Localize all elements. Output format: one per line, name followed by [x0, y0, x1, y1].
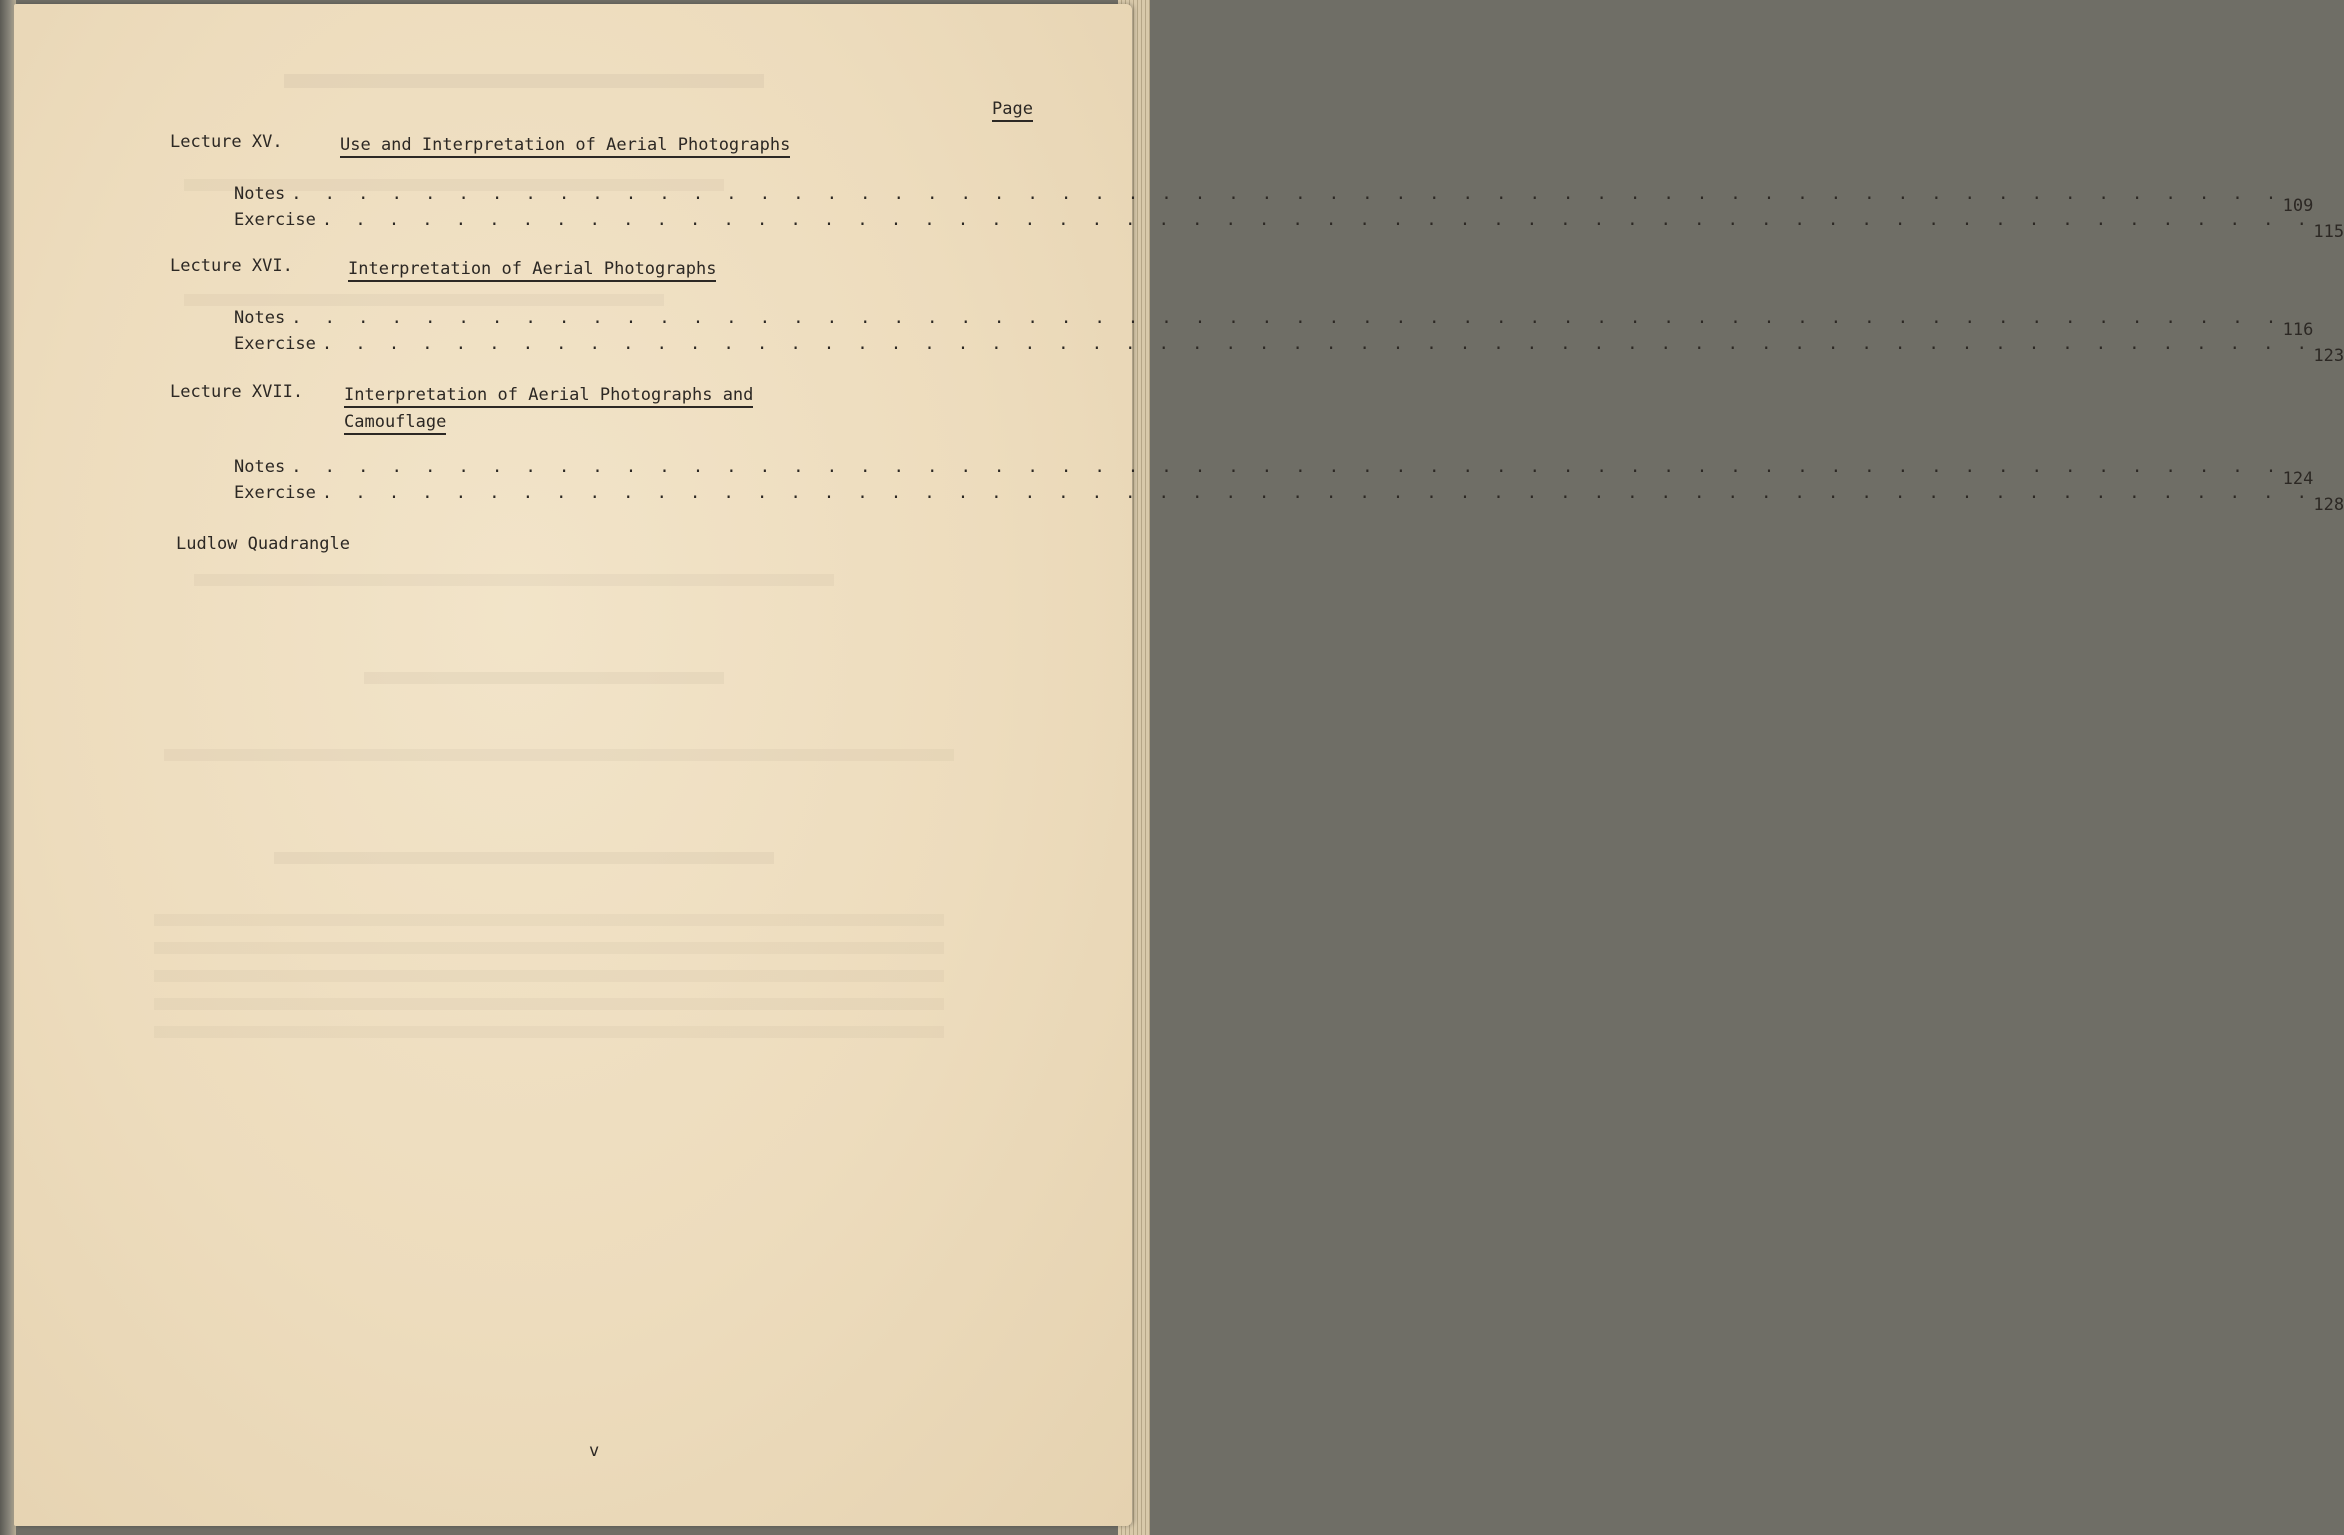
lecture-heading	[170, 256, 1050, 283]
entry-label: Exercise	[234, 210, 316, 230]
toc-entry	[234, 207, 2344, 242]
bleed-through-texture	[274, 852, 774, 864]
entry-page-number: 116	[2282, 320, 2314, 340]
lecture-block	[170, 256, 2344, 366]
entry-label: Exercise	[234, 483, 316, 503]
lecture-number: Lecture XV.	[170, 132, 283, 152]
dot-leader: . . . . . . . . . . . . . . . . . . . . . . . . . . . . . . . . . . . . . . . . . . . . . . . . . . . . . . . . . . . .	[321, 210, 2314, 230]
lecture-block	[170, 382, 2344, 515]
dot-leader: . . . . . . . . . . . . . . . . . . . . . . . . . . . . . . . . . . . . . . . . . . . . . . . . . . . . . . . . . . . .	[321, 483, 2314, 503]
entry-label: Notes	[234, 184, 286, 204]
lecture-title-text: Use and Interpretation of Aerial Photographs	[340, 135, 790, 158]
toc-entry	[234, 480, 2344, 515]
lecture-number: Lecture XVI.	[170, 256, 293, 276]
lecture-title-line: Interpretation of Aerial Photographs and	[344, 385, 753, 408]
dot-leader: . . . . . . . . . . . . . . . . . . . . . . . . . . . . . . . . . . . . . . . . . . . . . . . . . . . . . . . . . . . .	[321, 334, 2314, 354]
toc-entry	[234, 305, 2314, 340]
bleed-through-texture	[284, 74, 764, 88]
lecture-number: Lecture XVII.	[170, 382, 304, 402]
entry-label: Exercise	[234, 334, 316, 354]
lecture-block	[170, 132, 2344, 242]
toc-entry	[234, 454, 2314, 489]
lecture-heading	[170, 132, 1050, 159]
appendix-entry: Ludlow Quadrangle	[176, 534, 350, 554]
page-column-heading: Page	[992, 99, 1033, 122]
entry-label: Notes	[234, 308, 286, 328]
bleed-through-texture	[154, 914, 944, 1054]
bleed-through-texture	[364, 672, 724, 684]
lecture-title	[340, 132, 790, 159]
page-number: v	[589, 1441, 600, 1461]
dot-leader: . . . . . . . . . . . . . . . . . . . . . . . . . . . . . . . . . . . . . . . . . . . . . . . . . . . . . . . . . . . .	[291, 184, 2283, 204]
lecture-title-line: Camouflage	[344, 412, 446, 435]
entry-page-number: 109	[2282, 196, 2314, 216]
lecture-title	[344, 382, 753, 436]
dot-leader: . . . . . . . . . . . . . . . . . . . . . . . . . . . . . . . . . . . . . . . . . . . . . . . . . . . . . . . . . . . .	[291, 308, 2283, 328]
dot-leader: . . . . . . . . . . . . . . . . . . . . . . . . . . . . . . . . . . . . . . . . . . . . . . . . . . . . . . . . . . . .	[291, 457, 2283, 477]
document-page	[14, 4, 2344, 1526]
bleed-through-texture	[194, 574, 834, 586]
lecture-title	[348, 256, 716, 283]
toc-entry	[234, 331, 2344, 366]
entry-page-number: 123	[2313, 346, 2344, 366]
entry-page-number: 115	[2313, 222, 2344, 242]
lecture-title-text: Interpretation of Aerial Photographs	[348, 259, 716, 282]
toc-entry	[234, 181, 2314, 216]
entry-page-number: 124	[2282, 469, 2314, 489]
lecture-heading	[170, 382, 1050, 436]
entry-label: Notes	[234, 457, 286, 477]
entry-page-number: 128	[2313, 495, 2344, 515]
bleed-through-texture	[164, 749, 954, 761]
